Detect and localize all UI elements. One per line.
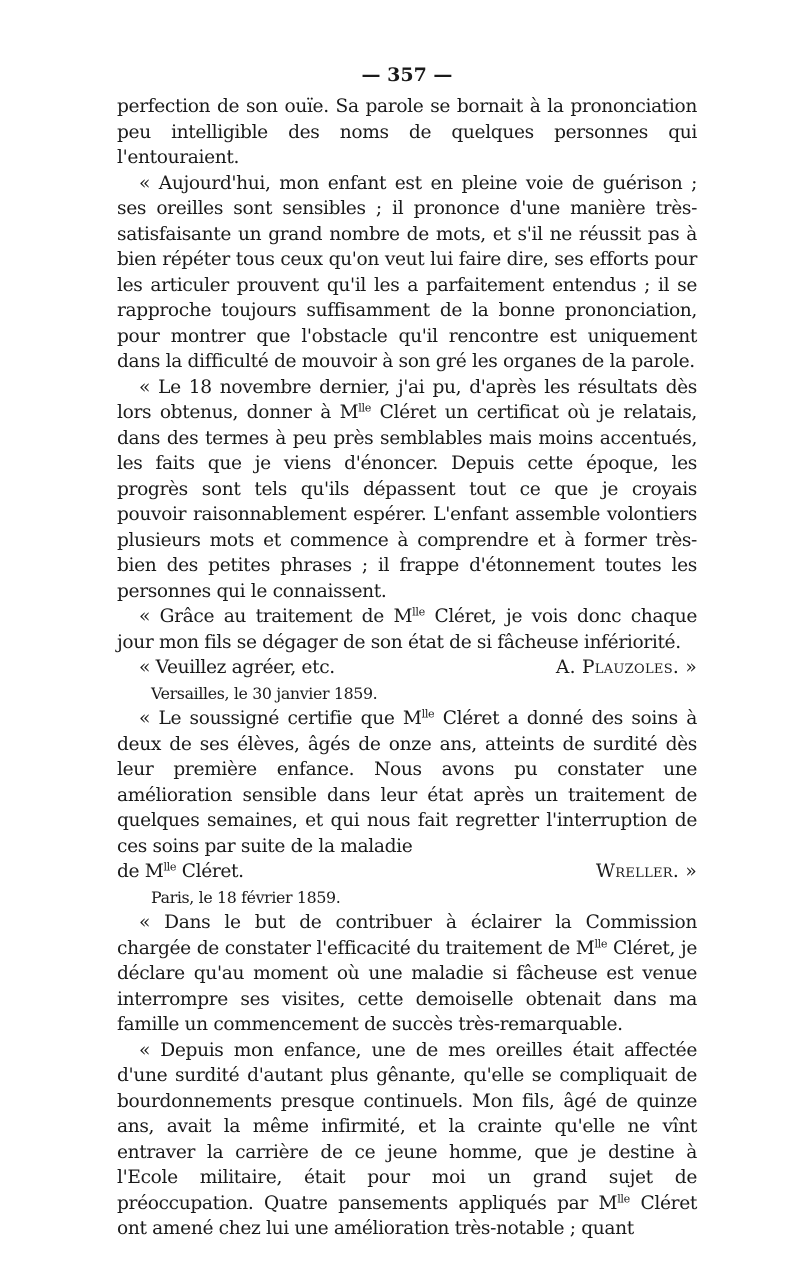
dateline-paris: Paris, le 18 février 1859.	[151, 887, 341, 907]
closing-formula: « Veuillez agréer, etc.	[139, 657, 335, 678]
paragraph-continuation: perfection de son ouïe. Sa parole se bornait à la prononciation peu intelligible des noms de quelques personnes qui l'entouraient.	[117, 96, 697, 168]
paragraph-text: « Grâce au traitement de M	[139, 606, 413, 627]
paragraph-certificate	[117, 375, 697, 605]
paragraph-text: Cléret ont amené chez lui une amélioration très-notable ; quant	[117, 1192, 697, 1239]
paragraph-text: « Le 18 novembre dernier, j'ai pu, d'après les résultats dès lors obtenus, donner à M	[117, 376, 697, 423]
paragraph-text: « Le soussigné certifie que M	[139, 708, 422, 729]
paragraph-text: Cléret, je déclare qu'au moment où une maladie si fâcheuse est venue interrompre ses visites, cette demoiselle obtenait dans ma famille un commencement de succès très-remarquable.	[117, 937, 697, 1035]
title-superscript: lle	[594, 936, 608, 950]
closing-formula	[117, 859, 244, 885]
paragraph-text: « Dans le but de contribuer à éclairer la Commission chargée de constater l'efficacité du traitement de M	[117, 912, 697, 959]
title-superscript: lle	[617, 1191, 630, 1205]
title-superscript: lle	[421, 707, 435, 721]
closing-text: de M	[117, 861, 164, 882]
title-superscript: lle	[163, 860, 177, 874]
paragraph-commission	[117, 910, 697, 1038]
paragraph-healing-progress: « Aujourd'hui, mon enfant est en pleine voie de guérison ; ses oreilles sont sensibles ; il prononce d'une manière très-satisfaisante un grand nombre de mots, et s'il ne réussit pas à bien répéter tous ceux qu'on veut lui faire dire, ses efforts pour les articuler prouvent qu'il les a parfaitement entendus ; il se rapproche toujours suffisamment de la bonne prononciation, pour montrer que l'obstacle qu'il rencontre est uniquement dans la difficulté de mouvoir à son gré les organes de la parole.	[117, 172, 697, 372]
signature-plauzoles: A. Plauzoles. »	[555, 657, 697, 678]
paragraph-text: Cléret un certificat où je relatais, dans des termes à peu près semblables mais moins accentués, les faits que je viens d'énoncer. Depuis cette époque, les progrès sont tels qu'ils dépassent tout ce que je croyais pouvoir raisonnablement espérer. L'enfant assemble volontiers plusieurs mots et commence à comprendre et à former très-bien des petites phrases ; il frappe d'étonnement toutes les personnes qui le connaissent.	[117, 402, 697, 602]
dateline-versailles: Versailles, le 30 janvier 1859.	[151, 683, 378, 703]
paragraph-text: Cléret a donné des soins à deux de ses élèves, âgés de onze ans, atteints de surdité dès leur première enfance. Nous avons pu constater une amélioration sensible dans leur état après un traitement de quelques semaines, et qui nous fait regretter l'interruption de ces soins par suite de la maladie	[117, 708, 697, 857]
closing-line-2	[117, 859, 697, 885]
title-superscript: lle	[358, 401, 371, 415]
paragraph-text: Cléret, je vois donc chaque jour mon fils se dégager de son état de si fâcheuse infériorité.	[117, 606, 697, 653]
paragraph-certification-students	[117, 706, 697, 859]
document-page	[117, 62, 697, 1242]
title-superscript: lle	[412, 605, 425, 619]
closing-text: Cléret.	[176, 861, 244, 882]
paragraph-gratitude	[117, 604, 697, 655]
paragraph-text: « Depuis mon enfance, une de mes oreilles était affectée d'une surdité d'autant plus gênante, qu'elle se compliquait de bourdonnements presque continuels. Mon fils, âgé de quinze ans, avait la même infirmité, et la crainte qu'elle ne vînt entraver la carrière de ce jeune homme, que je destine à l'Ecole militaire, était pour moi un grand sujet de préoccupation. Quatre pansements appliqués par M	[117, 1039, 697, 1214]
closing-line-1	[117, 655, 697, 681]
paragraph-deafness-account	[117, 1038, 697, 1242]
page-number: — 357 —	[361, 64, 453, 86]
signature-wreller: Wreller. »	[595, 861, 697, 882]
